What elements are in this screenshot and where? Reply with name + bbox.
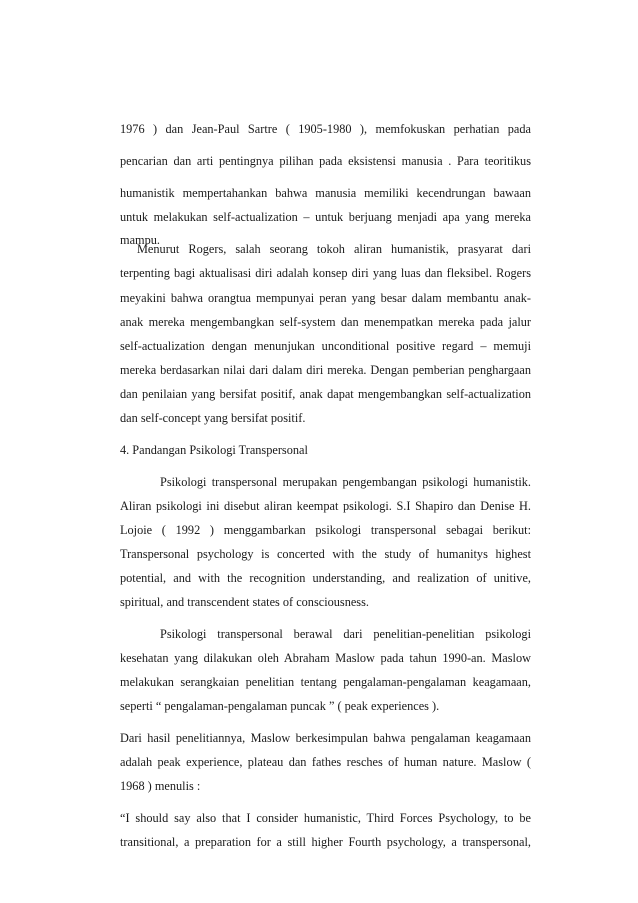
text-line: spiritual, and transcendent states of consciousness. <box>120 595 369 609</box>
text-line: Dari hasil penelitiannya, Maslow berkesimpulan bahwa pengalaman keagamaan <box>120 731 531 745</box>
text-line: untuk melakukan self-actualization – untuk berjuang menjadi apa yang mereka <box>120 210 531 224</box>
section-heading: 4. Pandangan Psikologi Transpersonal <box>120 443 308 457</box>
text-line: potential, and with the recognition understanding, and realization of unitive, <box>120 571 531 585</box>
text-line: seperti “ pengalaman-pengalaman puncak ” ( peak experiences ). <box>120 699 440 713</box>
text-line: Psikologi transpersonal berawal dari penelitian-penelitian psikologi <box>160 627 531 641</box>
text-line: Menurut Rogers, salah seorang tokoh aliran humanistik, prasyarat dari <box>137 242 531 256</box>
text-line: melakukan serangkaian penelitian tentang pengalaman-pengalaman keagamaan, <box>120 675 531 689</box>
text-line: humanistik mempertahankan bahwa manusia memiliki kecendrungan bawaan <box>120 186 531 200</box>
text-line: transitional, a preparation for a still higher Fourth psychology, a transpersonal, <box>120 835 531 849</box>
text-line: pencarian dan arti pentingnya pilihan pada eksistensi manusia . Para teoritikus <box>120 154 531 168</box>
text-line: meyakini bahwa orangtua mempunyai peran yang besar dalam membantu anak- <box>120 291 531 305</box>
text-line: 1968 ) menulis : <box>120 779 201 793</box>
text-line: 1976 ) dan Jean-Paul Sartre ( 1905-1980 ), memfokuskan perhatian pada <box>120 122 531 136</box>
text-line: “I should say also that I consider humanistic, Third Forces Psychology, to be <box>120 811 531 825</box>
text-line: Transpersonal psychology is concerted with the study of humanitys highest <box>120 547 531 561</box>
text-line: mereka berdasarkan nilai dari dalam diri mereka. Dengan pemberian penghargaan <box>120 363 531 377</box>
text-line: dan penilaian yang bersifat positif, anak dapat mengembangkan self-actualization <box>120 387 531 401</box>
text-line: Aliran psikologi ini disebut aliran keempat psikologi. S.I Shapiro dan Denise H. <box>120 499 531 513</box>
text-line: Psikologi transpersonal merupakan pengembangan psikologi humanistik. <box>160 475 531 489</box>
text-line: anak mereka mengembangkan self-system dan menempatkan mereka pada jalur <box>120 315 531 329</box>
text-line: mampu. <box>120 233 160 247</box>
text-line: self-actualization dengan menunjukan unconditional positive regard – memuji <box>120 339 531 353</box>
text-line: Lojoie ( 1992 ) menggambarkan psikologi transpersonal sebagai berikut: <box>120 523 531 537</box>
text-line: terpenting bagi aktualisasi diri adalah konsep diri yang luas dan fleksibel. Rogers <box>120 266 531 280</box>
text-line: kesehatan yang dilakukan oleh Abraham Maslow pada tahun 1990-an. Maslow <box>120 651 531 665</box>
text-line: dan self-concept yang bersifat positif. <box>120 411 306 425</box>
text-line: adalah peak experience, plateau dan fathes resches of human nature. Maslow ( <box>120 755 531 769</box>
